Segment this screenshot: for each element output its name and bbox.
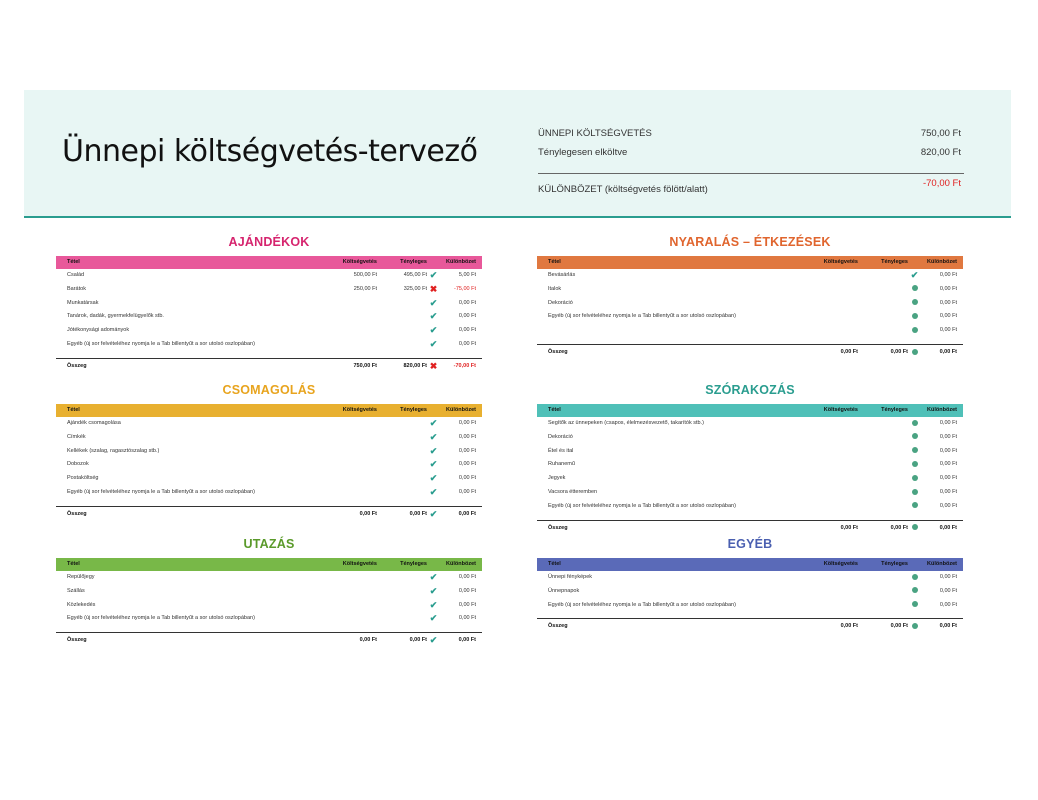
dot-icon — [910, 345, 919, 359]
table-row — [537, 431, 963, 445]
difference-cell: 0,00 Ft — [939, 299, 957, 306]
difference-cell: 0,00 Ft — [939, 574, 957, 580]
summary-actual-value[interactable]: 820,00 Ft — [920, 147, 961, 158]
item-cell[interactable]: Jegyek — [548, 475, 566, 482]
total-label: Összeg — [67, 637, 87, 644]
difference-cell: -75,00 Ft — [453, 285, 476, 292]
column-header-actual[interactable]: Tényleges — [881, 407, 908, 413]
total-budget: 0,00 Ft — [840, 348, 858, 355]
column-header-difference[interactable]: Különbözet — [446, 407, 476, 413]
total-budget: 0,00 Ft — [840, 524, 858, 531]
dot-icon — [912, 447, 918, 453]
column-header-difference[interactable]: Különbözet — [927, 259, 957, 265]
difference-cell: 0,00 Ft — [458, 475, 476, 482]
summary-actual-label: Ténylegesen elköltve — [538, 147, 628, 158]
column-header-item[interactable]: Tétel — [548, 561, 561, 567]
total-row — [56, 358, 482, 373]
cross-icon: ✖ — [429, 360, 438, 371]
total-difference: 0,00 Ft — [458, 637, 476, 644]
table-row — [537, 472, 963, 486]
check-icon: ✔ — [429, 473, 438, 484]
dot-icon — [910, 283, 919, 296]
column-header-actual[interactable]: Tényleges — [881, 561, 908, 567]
column-header-budget[interactable]: Költségvetés — [342, 407, 377, 413]
dot-icon — [910, 500, 919, 513]
dot-icon — [912, 475, 918, 481]
difference-cell: 0,00 Ft — [458, 340, 476, 347]
summary-panel — [538, 124, 964, 199]
table-row — [56, 310, 482, 324]
check-icon: ✔ — [429, 325, 438, 336]
total-actual: 0,00 Ft — [409, 637, 427, 644]
check-icon: ✔ — [910, 270, 919, 280]
section-title: SZÓRAKOZÁS — [705, 383, 795, 397]
table-row — [56, 612, 482, 626]
dot-icon — [910, 458, 919, 471]
dot-icon — [912, 349, 918, 355]
total-actual: 0,00 Ft — [890, 623, 908, 630]
total-row — [537, 344, 963, 359]
table-header — [56, 256, 482, 269]
difference-cell: 0,00 Ft — [458, 601, 476, 608]
difference-cell: 0,00 Ft — [939, 475, 957, 482]
dot-icon — [910, 571, 919, 584]
item-cell[interactable]: Ünnepi fényképek — [548, 574, 593, 580]
difference-cell: 0,00 Ft — [939, 488, 957, 495]
column-header-difference[interactable]: Különbözet — [927, 561, 957, 567]
header-banner — [24, 90, 1011, 218]
item-cell[interactable]: Segítők az ünnepeken (csapos, élelmezésvezető, takarítók stb.) — [548, 420, 704, 426]
check-icon: ✔ — [429, 613, 438, 624]
summary-budget-value[interactable]: 750,00 Ft — [920, 128, 961, 139]
difference-cell: 0,00 Ft — [458, 587, 476, 594]
item-cell[interactable]: Címkék — [67, 433, 86, 440]
dot-icon — [912, 285, 918, 291]
difference-cell: 0,00 Ft — [458, 615, 476, 622]
total-label: Összeg — [548, 524, 568, 531]
column-header-item[interactable]: Tétel — [67, 259, 80, 265]
table-row — [537, 269, 963, 283]
check-icon: ✔ — [429, 297, 438, 308]
check-icon: ✔ — [429, 338, 438, 349]
column-header-item[interactable]: Tétel — [67, 407, 80, 413]
table-header — [56, 558, 482, 571]
column-header-item[interactable]: Tétel — [67, 561, 80, 567]
item-cell[interactable]: Kellékek (szalag, ragasztószalag stb.) — [67, 447, 160, 454]
item-cell[interactable]: Repülőjegy — [67, 574, 95, 580]
total-difference: 0,00 Ft — [939, 623, 957, 630]
dot-icon — [910, 599, 919, 612]
total-difference: 0,00 Ft — [458, 510, 476, 517]
check-icon: ✔ — [429, 418, 438, 428]
table-row — [537, 283, 963, 297]
dot-icon — [910, 417, 919, 430]
table-row — [56, 458, 482, 472]
table-row — [537, 458, 963, 472]
check-icon: ✔ — [429, 431, 438, 442]
table-row — [56, 297, 482, 311]
dot-icon — [912, 587, 918, 593]
table-header — [56, 404, 482, 417]
budget-section-nyaralas — [537, 228, 963, 359]
total-budget: 0,00 Ft — [840, 623, 858, 630]
difference-cell: 0,00 Ft — [939, 272, 957, 278]
table-row — [537, 486, 963, 500]
difference-cell: 0,00 Ft — [939, 447, 957, 454]
dot-icon — [912, 489, 918, 495]
item-cell[interactable]: Egyéb (új sor felvételéhez nyomja le a Tab billentyűt a sor utolsó oszlopában) — [548, 601, 736, 608]
summary-budget-label: ÜNNEPI KÖLTSÉGVETÉS — [538, 128, 652, 139]
item-cell[interactable]: Jótékonysági adományok — [67, 327, 130, 334]
table-header — [537, 558, 963, 571]
table-row — [56, 431, 482, 445]
summary-budget-row — [538, 124, 964, 143]
difference-cell: 0,00 Ft — [458, 447, 476, 454]
section-title: CSOMAGOLÁS — [222, 383, 316, 397]
item-cell[interactable]: Szállás — [67, 587, 85, 594]
difference-cell: 0,00 Ft — [939, 420, 957, 426]
budget-cell[interactable]: 500,00 Ft — [353, 272, 377, 278]
total-row — [537, 618, 963, 633]
summary-actual-row — [538, 143, 964, 162]
dot-icon — [912, 327, 918, 333]
table-row — [56, 417, 482, 431]
cross-icon: ✖ — [429, 283, 438, 294]
column-header-budget[interactable]: Költségvetés — [342, 259, 377, 265]
dot-icon — [910, 585, 919, 598]
item-cell[interactable]: Étel és ital — [548, 447, 574, 454]
item-cell[interactable]: Tanárok, dadák, gyermekfelügyelők stb. — [67, 313, 164, 320]
item-cell[interactable]: Egyéb (új sor felvételéhez nyomja le a Tab billentyűt a sor utolsó oszlopában) — [67, 340, 255, 347]
column-header-actual[interactable]: Tényleges — [400, 407, 427, 413]
difference-cell: 0,00 Ft — [939, 502, 957, 509]
dot-icon — [912, 502, 918, 508]
item-cell[interactable]: Postaköltség — [67, 475, 99, 482]
table-row — [56, 486, 482, 500]
page-title: Ünnepi költségvetés-tervező — [62, 134, 478, 169]
difference-cell: 0,00 Ft — [458, 461, 476, 468]
dot-icon — [912, 420, 918, 426]
difference-cell: 0,00 Ft — [458, 327, 476, 334]
item-cell[interactable]: Család — [67, 272, 85, 278]
column-header-actual[interactable]: Tényleges — [881, 259, 908, 265]
dot-icon — [910, 431, 919, 444]
table-row — [537, 571, 963, 585]
table-row — [56, 571, 482, 585]
dot-icon — [910, 619, 919, 633]
column-header-difference[interactable]: Különbözet — [446, 259, 476, 265]
check-icon: ✔ — [429, 599, 438, 610]
total-actual: 0,00 Ft — [890, 348, 908, 355]
total-difference: -70,00 Ft — [453, 362, 476, 369]
total-label: Összeg — [548, 348, 568, 355]
budget-section-ajandekok — [56, 228, 482, 373]
section-title: UTAZÁS — [243, 537, 295, 551]
budget-section-utazas — [56, 530, 482, 647]
check-icon: ✔ — [429, 585, 438, 596]
item-cell[interactable]: Egyéb (új sor felvételéhez nyomja le a Tab billentyűt a sor utolsó oszlopában) — [67, 615, 255, 622]
table-row — [537, 417, 963, 431]
item-cell[interactable]: Ruhanemű — [548, 461, 575, 468]
table-header — [537, 404, 963, 417]
column-header-difference[interactable]: Különbözet — [927, 407, 957, 413]
table-header — [537, 256, 963, 269]
dot-icon — [912, 313, 918, 319]
table-row — [537, 445, 963, 459]
difference-cell: 0,00 Ft — [939, 601, 957, 608]
table-row — [56, 283, 482, 297]
actual-cell[interactable]: 325,00 Ft — [403, 285, 427, 292]
total-actual: 0,00 Ft — [409, 510, 427, 517]
difference-cell: 0,00 Ft — [458, 433, 476, 440]
check-icon: ✔ — [429, 270, 438, 280]
difference-cell: 0,00 Ft — [939, 433, 957, 440]
total-row — [56, 506, 482, 521]
difference-cell: 0,00 Ft — [458, 488, 476, 495]
total-label: Összeg — [67, 362, 87, 369]
column-header-actual[interactable]: Tényleges — [400, 259, 427, 265]
total-label: Összeg — [548, 623, 568, 630]
item-cell[interactable]: Italok — [548, 285, 562, 292]
dot-icon — [910, 445, 919, 458]
check-icon: ✔ — [429, 459, 438, 470]
column-header-budget[interactable]: Költségvetés — [342, 561, 377, 567]
item-cell[interactable]: Egyéb (új sor felvételéhez nyomja le a Tab billentyűt a sor utolsó oszlopában) — [548, 313, 736, 320]
table-row — [56, 269, 482, 283]
check-icon: ✔ — [429, 311, 438, 322]
actual-cell[interactable]: 495,00 Ft — [403, 272, 427, 278]
item-cell[interactable]: Dekoráció — [548, 433, 573, 440]
total-actual: 820,00 Ft — [403, 362, 427, 369]
budget-section-szorakozas — [537, 376, 963, 535]
difference-cell: 0,00 Ft — [458, 299, 476, 306]
dot-icon — [910, 310, 919, 323]
table-row — [537, 500, 963, 514]
budget-cell[interactable]: 250,00 Ft — [353, 285, 377, 292]
item-cell[interactable]: Bevásárlás — [548, 272, 576, 278]
summary-difference-label: KÜLÖNBÖZET (költségvetés fölött/alatt) — [538, 184, 708, 195]
item-cell[interactable]: Munkatársak — [67, 299, 99, 306]
check-icon: ✔ — [429, 486, 438, 497]
total-difference: 0,00 Ft — [939, 524, 957, 531]
column-header-item[interactable]: Tétel — [548, 259, 561, 265]
check-icon: ✔ — [429, 572, 438, 582]
table-row — [56, 472, 482, 486]
column-header-actual[interactable]: Tényleges — [400, 561, 427, 567]
difference-cell: 0,00 Ft — [458, 313, 476, 320]
dot-icon — [912, 299, 918, 305]
item-cell[interactable]: Dobozok — [67, 461, 89, 468]
item-cell[interactable]: Dekoráció — [548, 299, 573, 306]
dot-icon — [912, 574, 918, 580]
column-header-difference[interactable]: Különbözet — [446, 561, 476, 567]
dot-icon — [910, 486, 919, 499]
column-header-item[interactable]: Tétel — [548, 407, 561, 413]
item-cell[interactable]: Ünnepnapok — [548, 587, 580, 594]
total-row — [56, 632, 482, 647]
table-row — [56, 338, 482, 352]
dot-icon — [912, 433, 918, 439]
difference-cell: 0,00 Ft — [458, 574, 476, 580]
table-row — [537, 310, 963, 324]
item-cell[interactable]: Barátok — [67, 285, 86, 292]
table-row — [537, 297, 963, 311]
difference-cell: 0,00 Ft — [939, 313, 957, 320]
table-row — [56, 324, 482, 338]
item-cell[interactable]: Ajándék csomagolása — [67, 420, 121, 426]
difference-cell: 5,00 Ft — [458, 272, 476, 278]
budget-section-egyeb — [537, 530, 963, 633]
item-cell[interactable]: Egyéb (új sor felvételéhez nyomja le a Tab billentyűt a sor utolsó oszlopában) — [67, 488, 255, 495]
check-icon: ✔ — [429, 635, 438, 646]
dot-icon — [912, 601, 918, 607]
difference-cell: 0,00 Ft — [939, 327, 957, 334]
table-row — [56, 585, 482, 599]
difference-cell: 0,00 Ft — [939, 285, 957, 292]
total-actual: 0,00 Ft — [890, 524, 908, 531]
section-title: AJÁNDÉKOK — [228, 235, 310, 249]
column-header-budget[interactable]: Költségvetés — [823, 561, 858, 567]
table-row — [537, 599, 963, 613]
dot-icon — [912, 461, 918, 467]
column-header-budget[interactable]: Költségvetés — [823, 407, 858, 413]
total-budget: 750,00 Ft — [353, 362, 377, 369]
total-budget: 0,00 Ft — [359, 510, 377, 517]
table-row — [56, 445, 482, 459]
check-icon: ✔ — [429, 445, 438, 456]
difference-cell: 0,00 Ft — [939, 587, 957, 594]
difference-cell: 0,00 Ft — [939, 461, 957, 468]
item-cell[interactable]: Egyéb (új sor felvételéhez nyomja le a Tab billentyűt a sor utolsó oszlopában) — [548, 502, 736, 509]
dot-icon — [910, 324, 919, 337]
column-header-budget[interactable]: Költségvetés — [823, 259, 858, 265]
item-cell[interactable]: Vacsora étteremben — [548, 488, 598, 495]
table-row — [537, 585, 963, 599]
section-title: NYARALÁS – ÉTKEZÉSEK — [669, 235, 831, 249]
dot-icon — [910, 472, 919, 485]
dot-icon — [910, 297, 919, 310]
summary-difference-row — [538, 173, 964, 199]
total-budget: 0,00 Ft — [359, 637, 377, 644]
dot-icon — [912, 623, 918, 629]
table-row — [56, 599, 482, 613]
table-row — [537, 324, 963, 338]
check-icon: ✔ — [429, 508, 438, 519]
difference-cell: 0,00 Ft — [458, 420, 476, 426]
summary-difference-value[interactable]: -70,00 Ft — [922, 178, 961, 189]
total-difference: 0,00 Ft — [939, 348, 957, 355]
item-cell[interactable]: Közlekedés — [67, 601, 96, 608]
total-label: Összeg — [67, 510, 87, 517]
budget-section-csomagolas — [56, 376, 482, 521]
section-title: EGYÉB — [727, 537, 773, 551]
